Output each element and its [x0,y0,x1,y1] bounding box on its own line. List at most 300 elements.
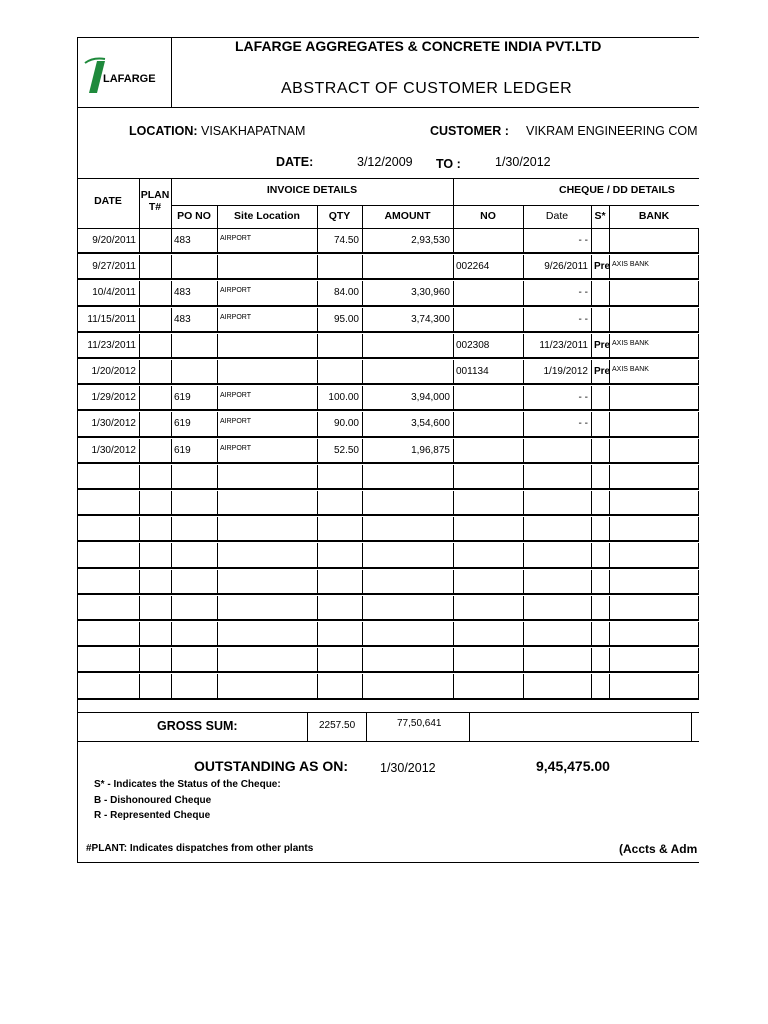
cell-po [171,465,217,488]
cell-text-amount: 1,96,875 [411,444,450,456]
cell-site [217,334,317,357]
cell-text-qty: 100.00 [328,392,359,404]
cell-text-chq_date: 11/23/2011 [539,339,588,351]
cell-text-no: 002308 [456,339,490,351]
gross-sum-amount: 77,50,641 [397,718,442,729]
cell-no [453,334,523,357]
cell-amount [362,596,453,619]
cell-date [77,229,139,252]
header-divider [77,107,699,108]
table-row [77,491,699,517]
cell-date [77,596,139,619]
table-row [77,334,699,360]
header-chq-date: Date [545,210,569,222]
cell-bank [609,465,699,488]
cell-plant [139,622,171,645]
cell-no [453,386,523,409]
cell-text-po: 483 [174,313,191,325]
logo-text: LAFARGE [103,73,156,85]
cell-po [171,674,217,697]
cell-bank [609,648,699,671]
cell-site [217,255,317,278]
cell-text-status: Pre [594,366,611,377]
cell-bank [609,570,699,593]
cell-status [591,570,609,593]
cell-qty [317,648,362,671]
cell-qty [317,596,362,619]
cell-site [217,648,317,671]
cell-qty [317,439,362,462]
cell-bank [609,439,699,462]
cell-no [453,648,523,671]
cell-date [77,412,139,435]
gross-amount-cell [469,712,692,742]
cell-plant [139,648,171,671]
cell-plant [139,281,171,304]
cell-text-qty: 95.00 [333,313,359,325]
cell-qty [317,674,362,697]
cell-no [453,229,523,252]
cell-chq_date [523,543,591,566]
cell-site [217,360,317,383]
cell-text-po: 619 [174,418,191,430]
cell-text-amount: 3,74,300 [411,313,450,325]
cell-plant [139,543,171,566]
table-row [77,229,699,255]
cell-text-amount: 3,54,600 [411,418,450,430]
cell-bank [609,360,699,383]
cell-chq_date [523,674,591,697]
gross-sum-qty: 2257.50 [319,720,356,731]
outstanding-value: 9,45,475.00 [536,758,610,774]
cell-bank [609,334,699,357]
cell-chq_date [523,491,591,514]
cell-plant [139,439,171,462]
cell-date [77,491,139,514]
cell-po [171,412,217,435]
cell-status [591,622,609,645]
cell-text-qty: 52.50 [333,444,359,456]
cell-text-no: 002264 [456,261,490,273]
row-divider [77,540,699,542]
cell-text-qty: 74.50 [333,235,359,246]
table-row [77,386,699,412]
report-title: ABSTRACT OF CUSTOMER LEDGER [281,80,573,97]
cell-amount [362,491,453,514]
cell-plant [139,334,171,357]
cell-qty [317,543,362,566]
cell-chq_date [523,648,591,671]
cell-plant [139,360,171,383]
cell-bank [609,543,699,566]
cell-status [591,465,609,488]
cell-po [171,255,217,278]
cell-text-date: 9/27/2011 [92,261,136,273]
cell-text-site: AIRPORT [220,392,251,400]
table-row [77,439,699,465]
cell-chq_date [523,308,591,331]
cell-amount [362,412,453,435]
cell-status [591,281,609,304]
cell-site [217,439,317,462]
table-row [77,622,699,648]
cell-site [217,412,317,435]
row-divider [77,671,699,673]
cell-chq_date [523,412,591,435]
header-po-no: PO NO [177,210,211,222]
lafarge-logo-icon [83,47,167,97]
cell-po [171,543,217,566]
cell-text-bank: AXIS BANK [612,261,649,269]
cell-site [217,465,317,488]
cell-po [171,648,217,671]
cell-chq_date [523,517,591,540]
cell-text-amount: 3,30,960 [411,287,450,299]
cell-amount [362,334,453,357]
cell-text-date: 1/30/2012 [91,418,136,430]
cell-date [77,439,139,462]
cell-plant [139,674,171,697]
cell-text-date: 11/15/2011 [87,313,136,325]
cell-plant [139,570,171,593]
cell-no [453,255,523,278]
cell-qty [317,491,362,514]
header-no: NO [480,210,496,222]
cell-date [77,622,139,645]
cell-date [77,570,139,593]
table-row [77,465,699,491]
cell-date [77,517,139,540]
cell-no [453,439,523,462]
cell-po [171,570,217,593]
company-name: LAFARGE AGGREGATES & CONCRETE INDIA PVT.LTD [235,38,602,54]
cell-chq_date [523,622,591,645]
cell-po [171,334,217,357]
table-row [77,648,699,674]
table-row [77,596,699,622]
cell-chq_date [523,386,591,409]
cell-text-amount: 2,93,530 [411,235,450,246]
row-divider [77,357,699,359]
status-note-b: B - Dishonoured Cheque [94,795,212,806]
cell-date [77,281,139,304]
cell-text-bank: AXIS BANK [612,339,649,347]
cell-text-po: 619 [174,392,191,404]
cell-chq_date [523,596,591,619]
outstanding-label: OUTSTANDING AS ON: [194,758,348,774]
cell-status [591,308,609,331]
cell-chq_date [523,439,591,462]
cell-bank [609,596,699,619]
cell-text-qty: 84.00 [333,287,359,299]
header-amount: AMOUNT [384,210,431,222]
cell-site [217,229,317,252]
header-cheque-details: CHEQUE / DD DETAILS [559,184,675,196]
cell-qty [317,308,362,331]
cell-status [591,674,609,697]
cell-no [453,622,523,645]
cell-text-qty: 90.00 [333,418,359,430]
group-underline [171,205,699,206]
signature-label: (Accts & Adm [619,842,698,856]
cell-qty [317,281,362,304]
cell-no [453,308,523,331]
cell-qty [317,360,362,383]
row-divider [77,305,699,307]
cell-plant [139,517,171,540]
table-row [77,412,699,438]
to-label: TO : [436,157,461,171]
cell-text-date: 9/20/2011 [92,235,136,246]
cell-text-site: AIRPORT [220,418,251,426]
cell-bank [609,281,699,304]
cell-amount [362,465,453,488]
cell-status [591,412,609,435]
cell-po [171,596,217,619]
status-note-title: S* - Indicates the Status of the Cheque: [94,779,281,790]
cell-text-date: 11/23/2011 [87,339,136,351]
cell-chq_date [523,281,591,304]
cell-bank [609,622,699,645]
cell-bank [609,517,699,540]
ledger-sheet [77,37,698,862]
cell-no [453,465,523,488]
cell-status [591,255,609,278]
outstanding-date: 1/30/2012 [380,761,436,775]
cell-no [453,517,523,540]
cell-text-po: 619 [174,444,191,456]
cell-plant [139,229,171,252]
cell-bank [609,255,699,278]
row-divider [77,619,699,621]
cell-text-no: 001134 [456,366,489,377]
cell-date [77,543,139,566]
cell-site [217,596,317,619]
cell-qty [317,334,362,357]
header-plant: PLAN T# [140,189,170,213]
cell-date [77,308,139,331]
cell-plant [139,308,171,331]
row-divider [77,331,699,333]
cell-text-chq_date: 1/19/2012 [543,366,588,377]
cell-date [77,360,139,383]
cell-site [217,622,317,645]
cell-text-status: Pre [594,261,611,273]
cell-text-bank: AXIS BANK [612,366,649,373]
cell-status [591,491,609,514]
cell-amount [362,308,453,331]
cell-po [171,439,217,462]
header-bank: BANK [638,210,670,222]
cell-no [453,360,523,383]
cell-text-status: Pre [594,339,611,351]
cell-amount [362,360,453,383]
cell-amount [362,622,453,645]
cell-plant [139,386,171,409]
cell-text-date: 10/4/2011 [92,287,136,299]
table-row [77,308,699,334]
cell-qty [317,465,362,488]
cell-po [171,360,217,383]
cell-site [217,517,317,540]
cell-date [77,255,139,278]
cell-site [217,570,317,593]
cell-qty [317,229,362,252]
cell-site [217,386,317,409]
cell-po [171,517,217,540]
table-row [77,570,699,596]
cell-bank [609,491,699,514]
cell-po [171,229,217,252]
cell-site [217,308,317,331]
cell-bank [609,674,699,697]
table-row [77,360,699,386]
cell-po [171,386,217,409]
cell-date [77,334,139,357]
header-site: Site Location [234,210,300,222]
cell-site [217,674,317,697]
row-divider [77,593,699,595]
cell-text-site: AIRPORT [220,235,251,242]
cell-amount [362,674,453,697]
gross-sum-label: GROSS SUM: [157,719,238,733]
cell-bank [609,412,699,435]
cell-amount [362,517,453,540]
cell-amount [362,386,453,409]
date-from: 3/12/2009 [357,155,413,169]
cell-site [217,281,317,304]
cell-no [453,281,523,304]
cell-amount [362,281,453,304]
cell-amount [362,439,453,462]
cell-po [171,622,217,645]
cell-qty [317,622,362,645]
cell-status [591,517,609,540]
cell-site [217,491,317,514]
cell-date [77,648,139,671]
row-divider [77,278,699,280]
row-divider [77,252,699,254]
row-divider [77,698,699,700]
cell-no [453,674,523,697]
cell-chq_date [523,255,591,278]
cell-chq_date [523,229,591,252]
row-divider [77,567,699,569]
cell-text-chq_date: - - [578,313,588,325]
status-note-r: R - Represented Cheque [94,810,211,821]
cell-qty [317,386,362,409]
cell-no [453,412,523,435]
cell-amount [362,255,453,278]
row-divider [77,514,699,516]
cell-text-po: 483 [174,287,191,299]
cell-chq_date [523,360,591,383]
cell-status [591,334,609,357]
cell-status [591,596,609,619]
row-divider [77,645,699,647]
cell-plant [139,465,171,488]
cell-plant [139,255,171,278]
cell-text-chq_date: 9/26/2011 [544,261,588,273]
customer-value: VIKRAM ENGINEERING COM [526,124,698,138]
row-divider [77,436,699,438]
row-divider [77,488,699,490]
header-date: DATE [94,195,122,207]
cell-no [453,543,523,566]
cell-qty [317,412,362,435]
table-row [77,517,699,543]
cell-date [77,386,139,409]
header-invoice-details: INVOICE DETAILS [266,184,358,196]
cell-text-chq_date: - - [578,287,588,299]
cell-qty [317,255,362,278]
cell-bank [609,386,699,409]
cell-status [591,360,609,383]
cell-site [217,543,317,566]
cell-status [591,439,609,462]
row-divider [77,462,699,464]
cell-amount [362,648,453,671]
table-row [77,543,699,569]
table-row [77,674,699,700]
cell-plant [139,412,171,435]
cell-bank [609,308,699,331]
cell-text-date: 1/30/2012 [91,444,136,456]
date-to: 1/30/2012 [495,155,551,169]
cell-text-chq_date: - - [578,418,588,430]
cell-chq_date [523,465,591,488]
cell-no [453,596,523,619]
cell-text-site: AIRPORT [220,313,251,321]
cell-text-chq_date: - - [578,392,588,404]
cell-po [171,281,217,304]
cell-chq_date [523,334,591,357]
header-qty: QTY [328,210,351,222]
cell-status [591,543,609,566]
cell-plant [139,596,171,619]
cell-text-date: 1/20/2012 [91,366,136,377]
cell-bank [609,229,699,252]
cell-amount [362,229,453,252]
row-divider [77,383,699,385]
cell-po [171,308,217,331]
cell-amount [362,570,453,593]
cell-chq_date [523,570,591,593]
cell-status [591,648,609,671]
cell-text-site: AIRPORT [220,444,251,452]
cell-text-amount: 3,94,000 [411,392,450,404]
cell-no [453,570,523,593]
cell-text-site: AIRPORT [220,287,251,295]
cell-no [453,491,523,514]
cell-date [77,674,139,697]
cell-plant [139,491,171,514]
cell-status [591,386,609,409]
cell-po [171,491,217,514]
table-row [77,281,699,307]
location-label: LOCATION: [129,124,198,138]
cell-date [77,465,139,488]
cell-text-po: 483 [174,235,191,246]
location-value: VISAKHAPATNAM [201,124,306,138]
table-row [77,255,699,281]
row-divider [77,409,699,411]
cell-amount [362,543,453,566]
cell-qty [317,517,362,540]
customer-label: CUSTOMER : [430,124,509,138]
cell-text-chq_date: - - [578,235,588,246]
plant-note: #PLANT: Indicates dispatches from other plants [86,843,314,854]
